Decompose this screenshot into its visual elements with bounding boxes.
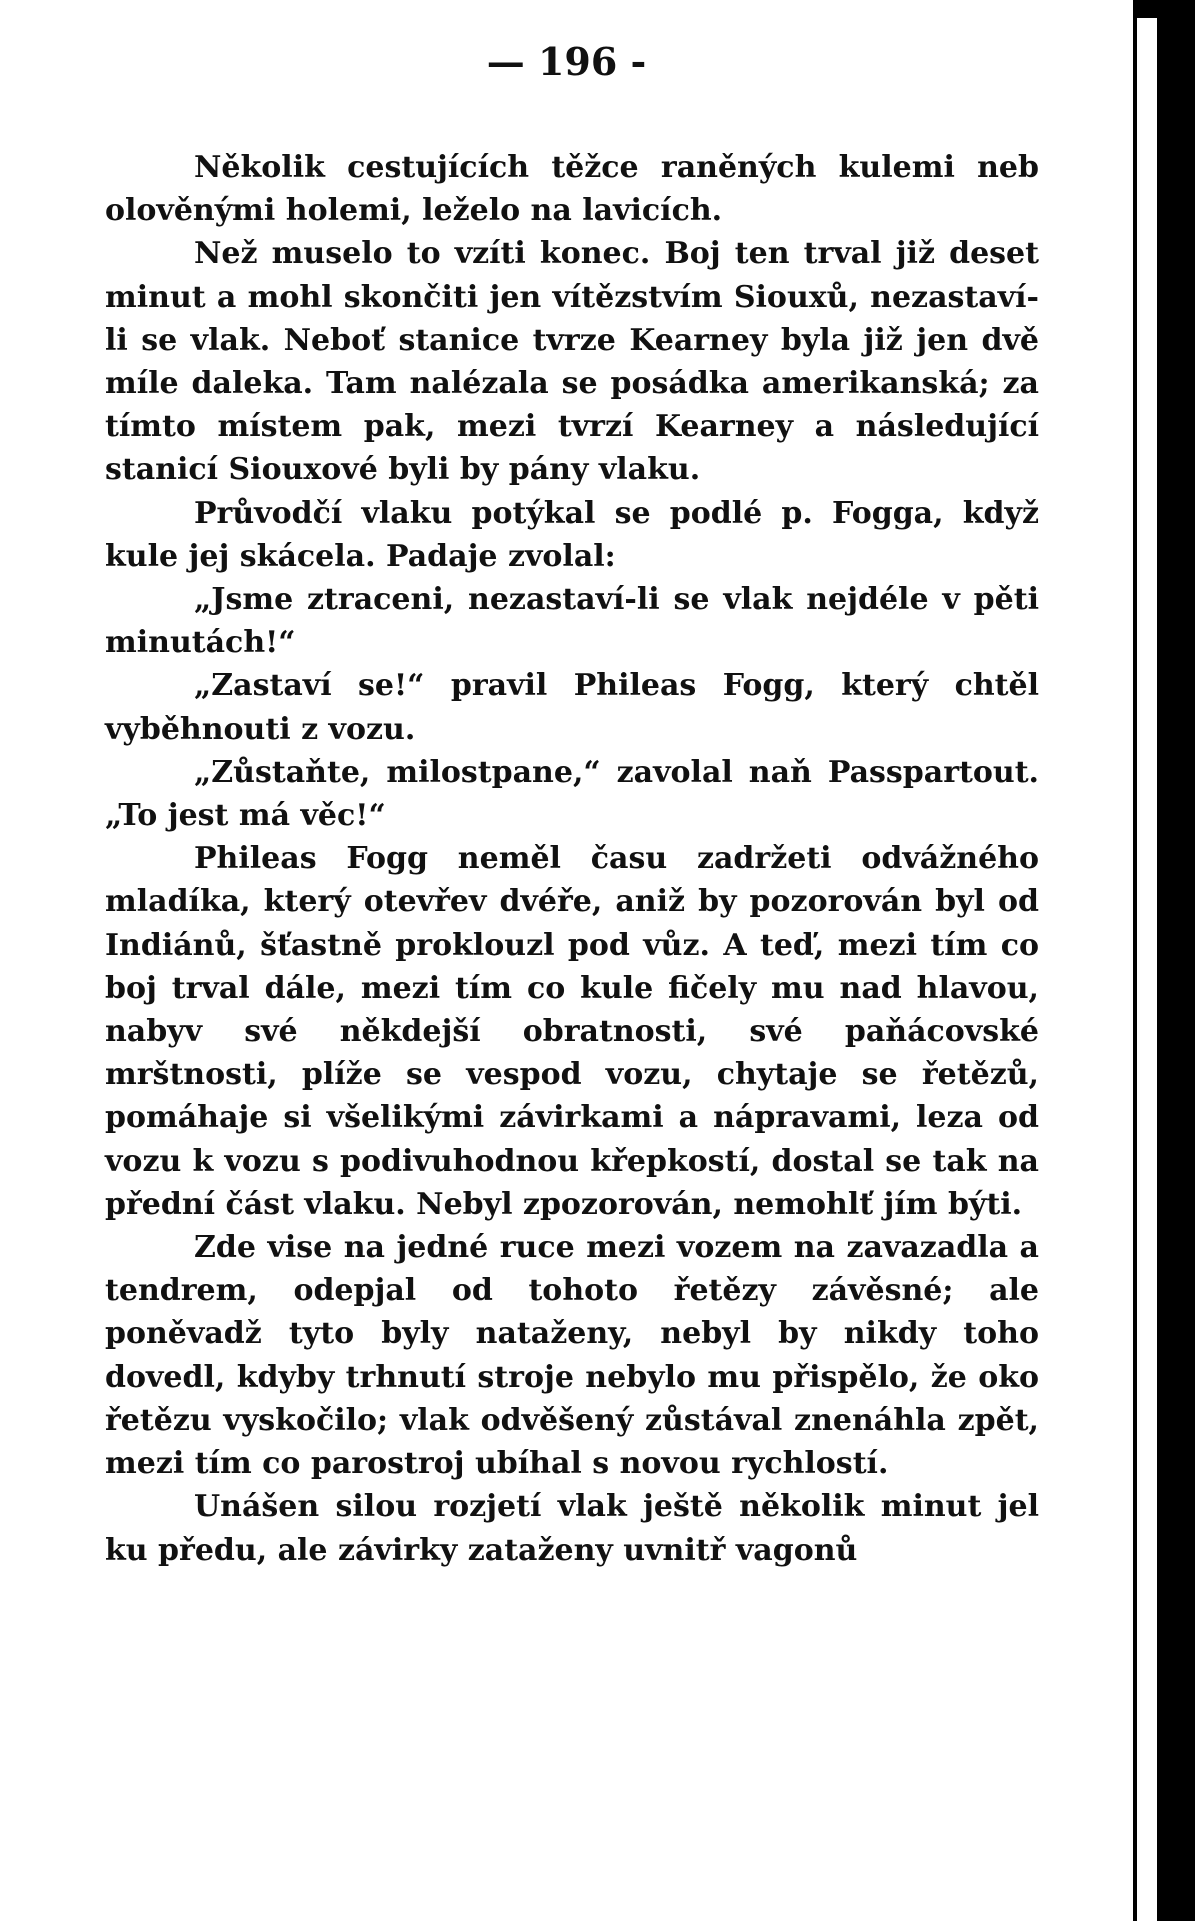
paragraph: Průvodčí vlaku potýkal se podlé p. Fogga, když kule jej skácela. Padaje zvolal: (105, 495, 1039, 574)
paragraph: „Jsme ztraceni, nezastaví-li se vlak nejdéle v pěti minutách!“ (105, 582, 1039, 661)
paragraph: Než muselo to vzíti konec. Boj ten trval již deset minut a mohl skončiti jen vítězstvím Siouxů, nezastaví-li se vlak. Neboť stanice tvrze Kearney byla již jen dvě míle daleka. Tam nalézala se posádka amerikanská; za tímto místem pak, mezi tvrzí Kearney a následující stanicí Siouxové byli by pány vlaku. (105, 236, 1039, 488)
paragraph: „Zastaví se!“ pravil Phileas Fogg, který chtěl vyběhnouti z vozu. (105, 668, 1039, 747)
page-number: — 196 - (486, 39, 647, 84)
paragraph: „Zůstaňte, milostpane,“ zavolal naň Passpartout. „To jest má věc!“ (105, 754, 1039, 834)
paragraph: Zde vise na jedné ruce mezi vozem na zavazadla a tendrem, odepjal od tohoto řetězy závěsné; ale poněvadž tyto byly nataženy, nebyl by nikdy toho dovedl, kdyby trhnutí stroje nebylo mu přispělo, že oko řetězu vyskočilo; vlak odvěšený zůstával znenáhla zpět, mezi tím co parostroj ubíhal s novou rychlostí. (105, 1230, 1039, 1482)
page-edge-strip (1137, 18, 1157, 1921)
paragraph: Phileas Fogg neměl času zadržeti odvážného mladíka, který otevřev dvéře, aniž by pozorován byl od Indiánů, šťastně proklouzl pod vůz. A teď, mezi tím co boj trval dále, mezi tím co kule fičely mu nad hlavou, nabyv své někdejší obratnosti, své paňácovské mrštnosti, plíže se vespod vozu, chytaje se řetězů, pomáhaje si všelikými závirkami a nápravami, leza od vozu k vozu s podivuhodnou křepkostí, dostal se tak na přední část vlaku. Nebyl zpozorován, nemohlť jím býti. (105, 841, 1039, 1222)
text-body (105, 146, 1039, 1572)
paragraph: Několik cestujících těžce raněných kulemi neb olověnými holemi, leželo na lavicích. (105, 150, 1039, 229)
paragraph: Unášen silou rozjetí vlak ještě několik minut jel ku předu, ale závirky zataženy uvnitř vagonů (105, 1489, 1039, 1568)
